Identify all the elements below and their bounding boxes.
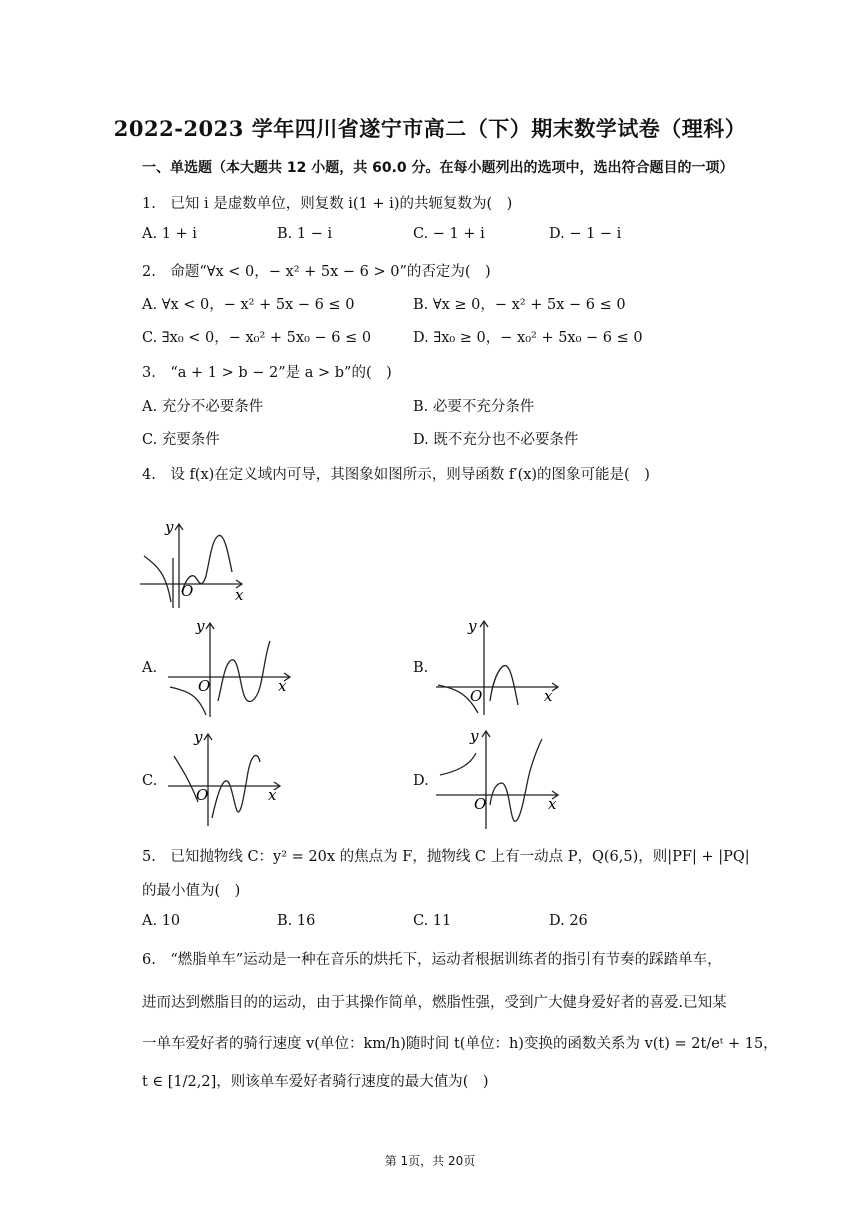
question-6-line-4: t ∈ [1/2,2]，则该单车爱好者骑行速度的最大值为( )	[142, 1074, 489, 1090]
option-a-x-label: x	[278, 677, 287, 695]
q1-option-b: B. 1 − i	[277, 226, 333, 242]
question-5-stem-line-2: 的最小值为( )	[142, 883, 241, 899]
q4-option-d-graph	[430, 725, 565, 833]
option-b-origin: O	[470, 687, 483, 705]
q4-option-b-label: B.	[413, 660, 429, 676]
option-c-x-label: x	[268, 786, 277, 804]
graph-origin-label: O	[181, 582, 194, 600]
q1-option-c: C. − 1 + i	[413, 226, 485, 242]
q1-option-d: D. − 1 − i	[549, 226, 622, 242]
page-footer: 第 1页，共 20页	[384, 1154, 476, 1168]
q2-option-c: C. ∃x₀ < 0，− x₀² + 5x₀ − 6 ≤ 0	[142, 330, 372, 346]
q5-option-c: C. 11	[413, 913, 452, 929]
q4-option-c-graph	[162, 728, 287, 828]
q5-option-b: B. 16	[277, 913, 316, 929]
q4-option-a-label: A.	[142, 660, 158, 676]
question-6-line-3: 一单车爱好者的骑行速度 v(单位：km/h)随时间 t(单位：h)变换的函数关系为 v(t) = 2t/eᵗ + 15，	[142, 1036, 778, 1052]
question-6-line-2: 进而达到燃脂目的的运动，由于其操作简单，燃脂性强，受到广大健身爱好者的喜爱.已知某	[142, 995, 727, 1011]
option-c-origin: O	[196, 786, 209, 804]
q2-option-d: D. ∃x₀ ≥ 0，− x₀² + 5x₀ − 6 ≤ 0	[413, 330, 643, 346]
question-1-stem: 1. 已知 i 是虚数单位，则复数 i(1 + i)的共轭复数为( )	[142, 196, 513, 212]
q2-option-b: B. ∀x ≥ 0，− x² + 5x − 6 ≤ 0	[413, 297, 626, 313]
question-5-stem-line-1: 5. 已知抛物线 C：y² = 20x 的焦点为 F，抛物线 C 上有一动点 P，Q(6,5)，则|PF| + |PQ|	[142, 849, 750, 865]
option-b-y-label: y	[468, 617, 477, 635]
question-6-line-1: 6. “燃脂单车”运动是一种在音乐的烘托下，运动者根据训练者的指引有节奏的踩踏单车，	[142, 952, 722, 968]
option-b-x-label: x	[544, 687, 553, 705]
q4-option-a-graph	[162, 615, 297, 720]
q4-option-c-label: C.	[142, 773, 158, 789]
option-d-origin: O	[474, 795, 487, 813]
q4-function-graph	[138, 518, 248, 610]
q5-option-d: D. 26	[549, 913, 588, 929]
option-a-origin: O	[198, 677, 211, 695]
question-2-stem: 2. 命题“∀x < 0，− x² + 5x − 6 > 0”的否定为( )	[142, 264, 491, 280]
q1-option-a: A. 1 + i	[142, 226, 197, 242]
option-d-x-label: x	[548, 795, 557, 813]
option-d-y-label: y	[470, 727, 479, 745]
q4-option-d-label: D.	[413, 773, 429, 789]
question-4-stem: 4. 设 f(x)在定义域内可导，其图象如图所示，则导函数 f′(x)的图象可能是( )	[142, 467, 650, 483]
q2-option-a: A. ∀x < 0，− x² + 5x − 6 ≤ 0	[142, 297, 355, 313]
option-a-y-label: y	[196, 617, 205, 635]
q5-option-a: A. 10	[142, 913, 181, 929]
q3-option-d: D. 既不充分也不必要条件	[413, 432, 579, 448]
section-heading: 一、单选题（本大题共 12 小题，共 60.0 分。在每小题列出的选项中，选出符合题目的一项）	[142, 160, 734, 176]
option-c-y-label: y	[194, 728, 203, 746]
q3-option-b: B. 必要不充分条件	[413, 399, 535, 415]
exam-title: 2022-2023 学年四川省遂宁市高二（下）期末数学试卷（理科）	[113, 116, 747, 141]
q3-option-a: A. 充分不必要条件	[142, 399, 264, 415]
graph-x-label: x	[235, 586, 244, 604]
q4-option-b-graph	[430, 615, 565, 720]
q3-option-c: C. 充要条件	[142, 432, 220, 448]
question-3-stem: 3. “a + 1 > b − 2”是 a > b”的( )	[142, 365, 392, 381]
graph-y-label: y	[165, 518, 174, 536]
